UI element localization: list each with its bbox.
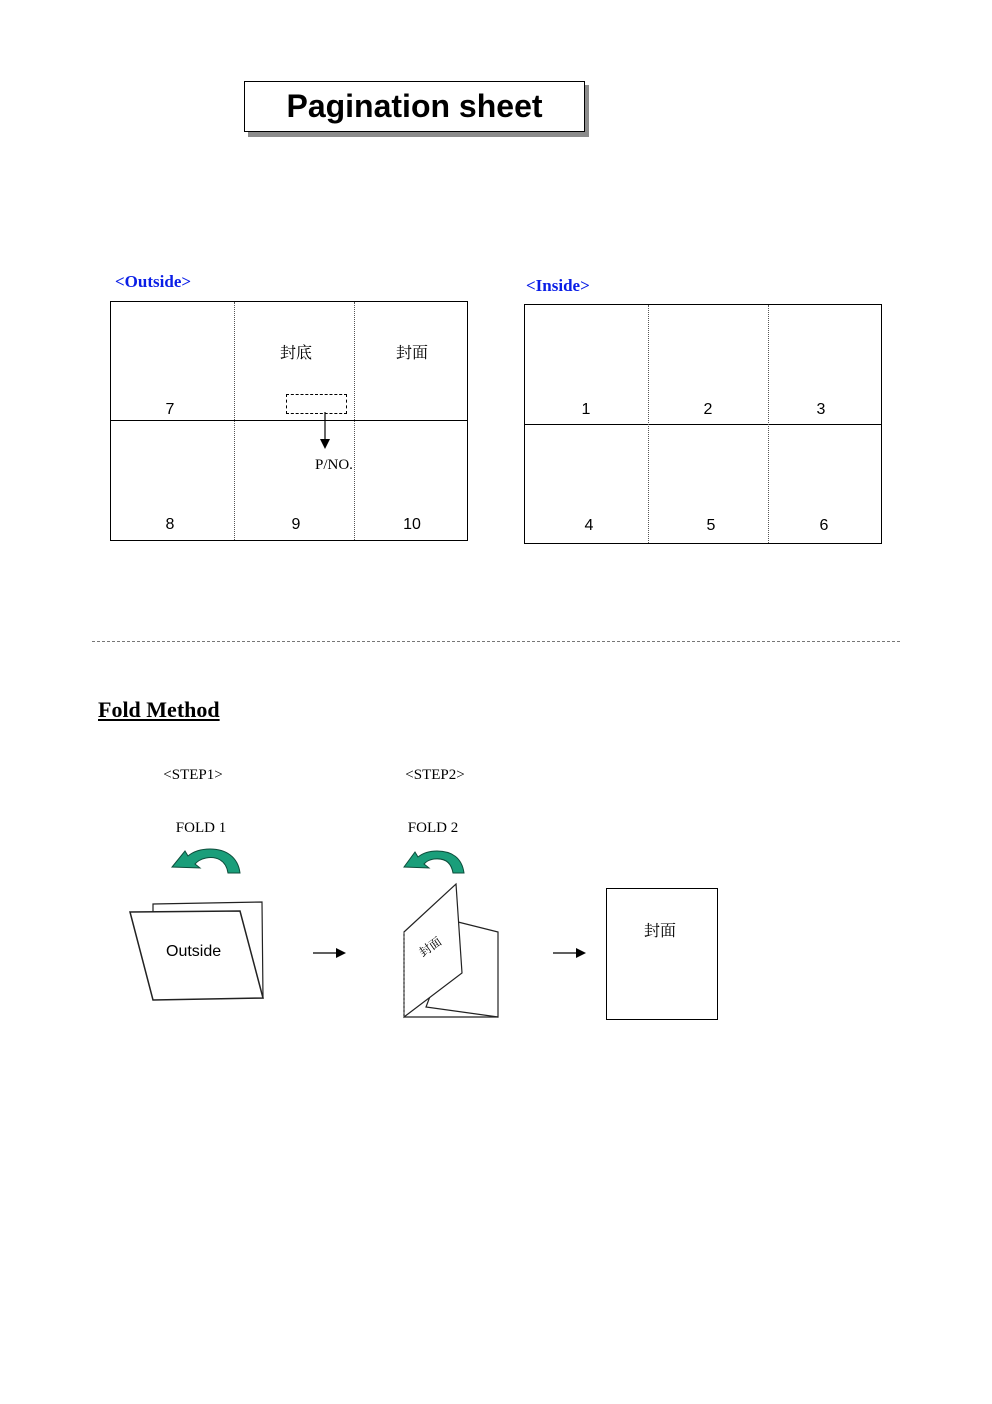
- page-number: 7: [165, 401, 175, 418]
- inside-label: <Inside>: [526, 276, 590, 295]
- page-number: 3: [816, 401, 826, 418]
- page-number: 2: [703, 401, 713, 418]
- inside-divider-2: [768, 305, 769, 543]
- page-number: 5: [706, 517, 716, 534]
- page-number: 10: [403, 516, 421, 533]
- right-arrow-icon: [313, 946, 347, 960]
- fold2-label: FOLD 2: [407, 820, 459, 836]
- cover-back-label: 封底: [279, 343, 312, 362]
- result-sheet: [606, 888, 718, 1020]
- pno-box: [286, 394, 347, 414]
- page-number: 6: [819, 517, 829, 534]
- outside-label: <Outside>: [115, 272, 192, 291]
- pno-label: P/NO.: [315, 457, 353, 473]
- fold1-label: FOLD 1: [175, 820, 227, 836]
- outside-divider-1: [234, 302, 235, 540]
- outside-panel: [110, 301, 468, 541]
- outside-divider-2: [354, 302, 355, 540]
- fold-method-heading: Fold Method: [98, 697, 220, 722]
- step1-sheet-text: Outside: [166, 943, 222, 960]
- section-divider: [92, 641, 900, 642]
- inside-divider-1: [648, 305, 649, 543]
- right-arrow-icon: [553, 946, 587, 960]
- page-number: 8: [165, 516, 175, 533]
- page-number: 9: [291, 516, 301, 533]
- page-number: 4: [584, 517, 594, 534]
- curved-fold-arrow-icon: [170, 846, 244, 876]
- result-sheet-text: 封面: [643, 921, 676, 940]
- step2-label: <STEP2>: [405, 767, 465, 783]
- inside-fold-line: [524, 424, 882, 425]
- page-number: 1: [581, 401, 591, 418]
- page-title: Pagination sheet: [244, 81, 585, 132]
- step2-sheet-illustration: [400, 880, 504, 1022]
- curved-fold-arrow-icon: [402, 848, 468, 876]
- down-arrow-icon: [316, 412, 336, 452]
- step1-label: <STEP1>: [163, 767, 223, 783]
- cover-front-label: 封面: [395, 343, 428, 362]
- step2-sheet-text: 封面: [416, 934, 445, 960]
- outside-fold-line: [110, 420, 468, 421]
